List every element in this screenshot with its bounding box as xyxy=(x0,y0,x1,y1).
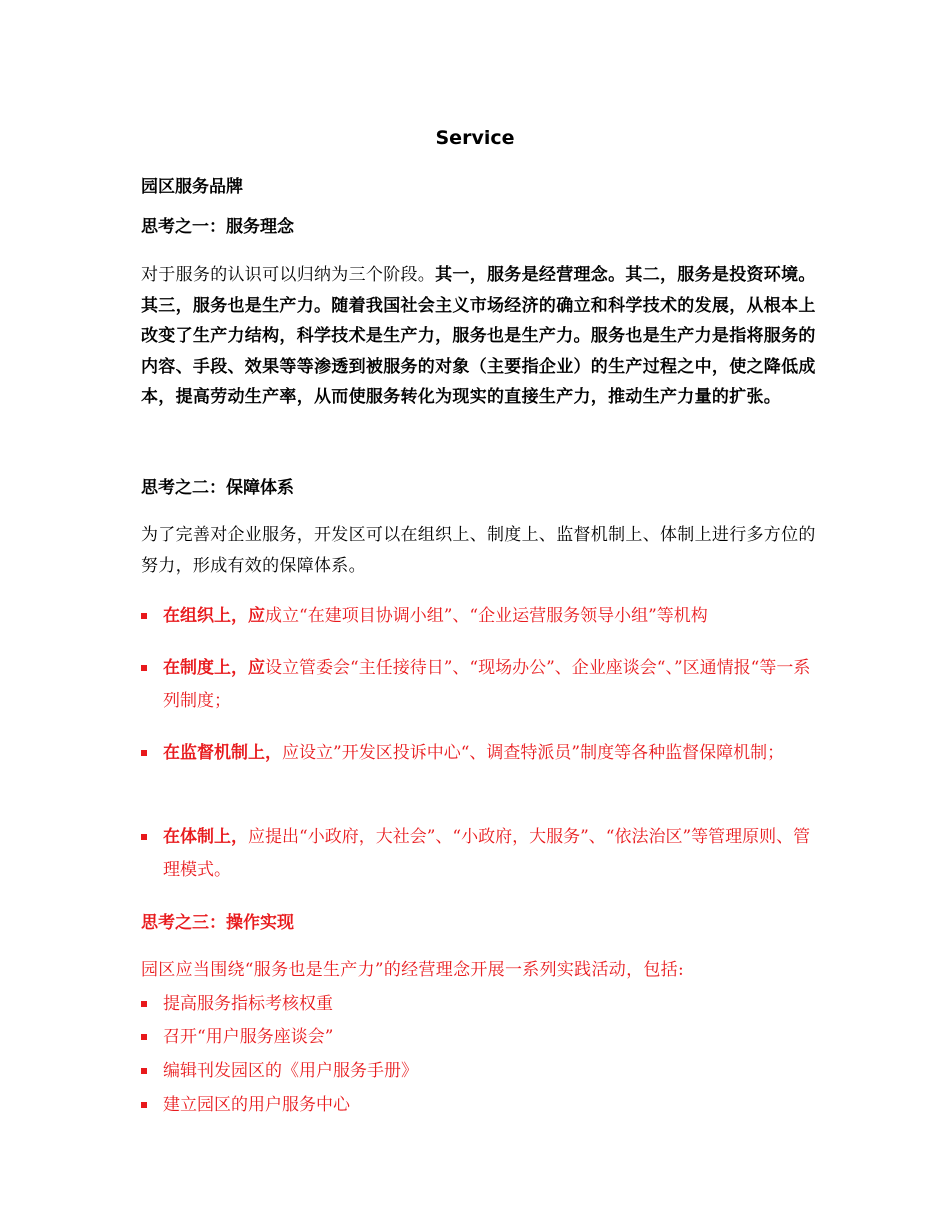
section2-heading: 思考之二：保障体系 xyxy=(141,478,294,498)
list-item xyxy=(141,600,821,633)
bullet-square-icon xyxy=(141,1102,147,1108)
list-item xyxy=(141,1091,821,1119)
bullet-text: 提高服务指标考核权重 xyxy=(163,994,333,1014)
bullet-square-icon xyxy=(141,750,147,756)
bullet-text: 建立园区的用户服务中心 xyxy=(163,1095,350,1115)
bullet-text: 应设立”开发区投诉中心“、调查特派员”制度等各种监督保障机制； xyxy=(282,743,785,763)
list-item xyxy=(141,1057,821,1085)
bullet-bold-lead: 在组织上，应 xyxy=(163,606,265,626)
bullet-bold-lead: 在监督机制上， xyxy=(163,743,282,763)
section2-paragraph: 为了完善对企业服务，开发区可以在组织上、制度上、监督机制上、体制上进行多方位的努力，形成有效的保障体系。 xyxy=(141,525,816,576)
bullet-text: 成立“在建项目协调小组”、“企业运营服务领导小组”等机构 xyxy=(265,606,708,626)
bullet-bold-lead: 在制度上，应 xyxy=(163,658,265,678)
brand-heading: 园区服务品牌 xyxy=(141,177,243,197)
list-item xyxy=(141,821,821,887)
list-item xyxy=(141,737,821,770)
bullet-square-icon xyxy=(141,1001,147,1007)
bullet-square-icon xyxy=(141,1034,147,1040)
bullet-text: 应提出“小政府，大社会”、“小政府，大服务”、“依法治区”等管理原则、管理模式。 xyxy=(163,827,811,880)
list-item xyxy=(141,652,821,718)
section1-intro-plain: 对于服务的认识可以归纳为三个阶段。 xyxy=(141,265,436,285)
bullet-text: 编辑刊发园区的《用户服务手册》 xyxy=(163,1061,418,1081)
bullet-text: 设立管委会“主任接待日”、“现场办公”、企业座谈会“、”区通情报“等一系列制度； xyxy=(163,658,811,711)
bullet-square-icon xyxy=(141,613,147,619)
bullet-square-icon xyxy=(141,834,147,840)
section3-heading: 思考之三：操作实现 xyxy=(141,913,294,933)
page-title: Service xyxy=(435,127,515,149)
section3-paragraph: 园区应当围绕“服务也是生产力”的经营理念开展一系列实践活动，包括: xyxy=(141,960,685,980)
list-item xyxy=(141,990,821,1018)
list-item xyxy=(141,1023,821,1051)
bullet-square-icon xyxy=(141,1068,147,1074)
bullet-text: 召开“用户服务座谈会” xyxy=(163,1027,334,1047)
bullet-square-icon xyxy=(141,665,147,671)
section1-heading: 思考之一：服务理念 xyxy=(141,217,294,237)
bullet-bold-lead: 在体制上， xyxy=(163,827,248,847)
section1-intro-bold: 其一，服务是经营理念。其二，服务是投资环境。其三，服务也是生产力。随着我国社会主义市场经济的确立和科学技术的发展，从根本上改变了生产力结构，科学技术是生产力，服务也是生产力。服务也是生产力是指将服务的内容、手段、效果等等渗透到被服务的对象（主要指企业）的生产过程之中，使之降低成本，提高劳动生产率，从而使服务转化为现实的直接生产力，推动生产力量的扩张。 xyxy=(141,265,816,407)
section1-paragraph xyxy=(141,260,816,413)
